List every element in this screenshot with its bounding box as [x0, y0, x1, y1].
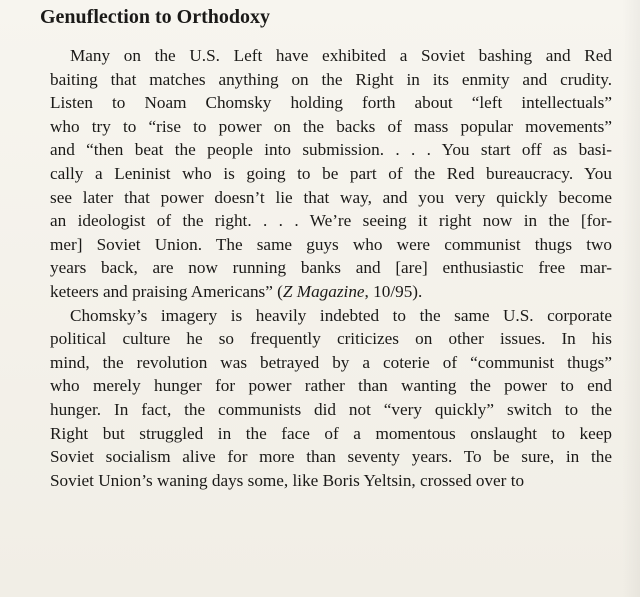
text-line: who merely hunger for power rather than wanting the power to end — [50, 376, 612, 396]
text-line: see later that power doesn’t lie that way, and you very quickly become — [50, 187, 612, 207]
text-line: Soviet Union’s waning days some, like Boris Yeltsin, crossed over to — [50, 470, 525, 490]
page-edge-shadow — [622, 0, 640, 597]
text-line: years back, are now running banks and [are] enthusiastic free mar- — [50, 258, 612, 278]
paragraph-1 — [50, 44, 612, 304]
text-line: Right but struggled in the face of a momentous onslaught to keep — [50, 423, 612, 443]
text-line: political culture he so frequently criticizes on other issues. In his — [50, 329, 612, 349]
text-line: cally a Leninist who is going to be part of the Red bureaucracy. You — [50, 163, 612, 183]
text-line: who try to “rise to power on the backs of mass popular movements” — [50, 116, 612, 136]
text-line: Chomsky’s imagery is heavily indebted to the same U.S. corporate — [70, 305, 612, 325]
text-fragment: keteers and praising Americans” ( — [50, 281, 283, 301]
citation-title: Z Magazine — [282, 281, 365, 301]
text-line: Listen to Noam Chomsky holding forth about “left intellectuals” — [50, 93, 612, 113]
text-line: hunger. In fact, the communists did not “very quickly” switch to the — [50, 399, 612, 419]
text-line: an ideologist of the right. . . . We’re seeing it right now in the [for- — [50, 211, 612, 231]
section-heading: Genuflection to Orthodoxy — [40, 6, 270, 28]
paragraph-2 — [50, 304, 612, 493]
text-line — [50, 280, 612, 304]
text-line: mer] Soviet Union. The same guys who were communist thugs two — [50, 234, 612, 254]
text-fragment: , 10/95). — [364, 281, 423, 301]
text-line: baiting that matches anything on the Right in its enmity and crudity. — [50, 69, 612, 89]
text-line: Soviet socialism alive for more than seventy years. To be sure, in the — [50, 447, 612, 467]
text-line: mind, the revolution was betrayed by a coterie of “communist thugs” — [50, 352, 612, 372]
text-line: Many on the U.S. Left have exhibited a Soviet bashing and Red — [70, 46, 612, 65]
text-line: and “then beat the people into submission. . . . You start off as basi- — [50, 140, 612, 160]
